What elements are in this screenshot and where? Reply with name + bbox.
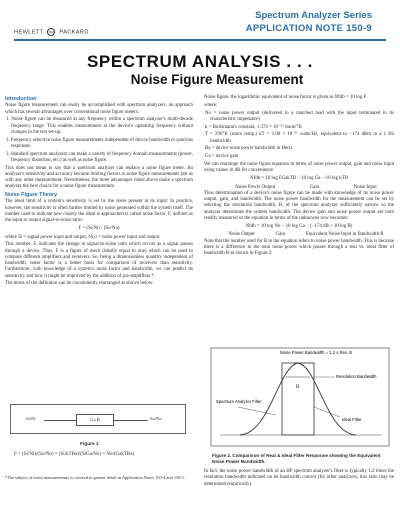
equation-noise-figure-unknowns: Nfdb = 10 log No − 10 log Ga − (−174 dB + 10 log B) [245, 224, 353, 229]
page-subtitle: Noise Figure Measurement [130, 72, 304, 87]
figure-1-device-box: Ga B [76, 414, 114, 426]
figure-2-ideal-leader [314, 407, 340, 417]
company-name-left: HEWLETT [14, 29, 44, 36]
term-label: Gain [275, 232, 286, 238]
determination-paragraph: Thus determination of a device's noise figure can be made with knowledge of its noise power output, gain, and bandwidth. The noise power bandwidth for the measurement can be set by selecting the resolution bandwidth, B, of the spectrum analyzer sufficiently narrow so the analyzer determines the system bandwidth. The device gain and noise power output are both readily measured so the equation in terms of the unknowns now becomes: [204, 190, 394, 221]
equation-noise-factor: F = (Si/Ni) / (So/No) [78, 226, 120, 232]
figure-2-filter-diagram [210, 347, 390, 447]
where-label: where: [204, 102, 218, 108]
section-heading-introduction: Introduction [5, 96, 37, 102]
figure-2-label-real: Spectrum Analyzer Filter [216, 399, 262, 404]
figure-1-output-line [114, 420, 148, 421]
right-column [204, 95, 394, 259]
figure-2-label-ideal: Ideal Filter [342, 417, 362, 422]
theory-paragraph: This number, F, indicates the change in signal-to-noise ratio which occurs as a signal passes through a device. Thus, F is a figure of merit (ideally equal to one) which can be used to compare different amplifiers and receivers. So, being a dimensionless quantity independent of bandwidth, noise factor is a better basis for comparison of receivers than sensitivity. Furthermore, with knowledge of a system's noise factor and bandwidth, we can predict its sensitivity and how it might be improved by the addition of pre-amplifiers.* [5, 242, 193, 279]
advantage-list-item: 2. Frequency selective noise figure measurements independent of device bandwidth or spurious responses. [6, 137, 193, 149]
term-label: Noise Output [228, 232, 255, 238]
advantage-list-item: 1. Noise figure can be measured at any frequency within a spectrum analyzer's multi-decade frequency range. This enables measurement at the device's operating frequency without changes in the test set-up. [6, 117, 193, 135]
equation-noise-factor-expanded: F = (Si/Ni)/(So/No) = (Si/kTBa)/(SiGa/No) = No/(GakTBa) [14, 452, 135, 457]
noise-figure-paragraph: Noise figure, the logarithmic equivalent of noise factor is given as Nfdb = 10 log F [204, 95, 367, 100]
equation-noise-figure-db: Nfdb = 10 log FGakTB − 10 log Ga − 10 log kTB [250, 176, 348, 182]
company-name-right: PACKARD [59, 29, 89, 36]
figure-2-label-b: B [296, 385, 300, 390]
header-divider [14, 39, 386, 41]
definition-item: T = 290°K (room temp.) kT = 3.98 × 10⁻²¹ watts/Hz, equivalent to −174 dBm in a 1 Hz bandwidth [205, 132, 394, 144]
footnote: *The subject of noise measurements is covered in greater detail in Application Notes 150-4 and 150-1. [5, 475, 186, 480]
figure-1-input-label: Si/Ni [26, 416, 36, 421]
application-note-number: APPLICATION NOTE 150-9 [245, 23, 372, 34]
term-label: Equivalent Noise Input in Bandwidth B [305, 232, 384, 238]
intro-paragraph: This does not mean to say that a spectrum analyzer can replace a noise figure meter. An analyzer's sensitivity and accuracy become limiting factors in noise figure measurements just as with any other measurement. Nevertheless, the three advantages listed above make a spectrum analyzer the best choice for a noise figure measurement. [5, 165, 193, 190]
definition-item: Ga = device gain [205, 154, 239, 159]
intro-paragraph: Noise figure measurement can easily be accomplished with spectrum analyzers, an approach which has several advantages over conventional noise figure meters: [5, 103, 193, 115]
definition-item: k = Boltzmann's constant, 1.374 × 10⁻²³ Joule/°K [205, 124, 302, 130]
noise-bandwidth-paragraph: In fact, the noise power bandwidth of an HP spectrum analyzer's filter is typically 1.2 times the resolution bandwidth indicated on its bandwidth control (for other analyzers, this ratio may be determined empirically). [204, 469, 394, 487]
figure-2-caption: Figure 2. Comparison of Real & Ideal Filter Response showing the Equivalent Noise Power Bandwidth. [212, 453, 381, 464]
figure-2-ideal-filter-rect [282, 363, 314, 435]
rearrange-paragraph: We can rearrange the noise figure equation in terms of noise power output, gain and noise input using values in dB for convenience: [204, 161, 394, 173]
figure-1-output-label: So/No [150, 416, 162, 421]
bandwidth-paragraph: Note that the number used for B in the equation refers to noise power bandwidth. This is because there is a difference in the total noise power which passes through a real vs. ideal filter of bandwidth B as shown in Figure 2: [204, 238, 394, 256]
theory-paragraph: where Si = signal power input and output, Ni,o = noise power input and output. [5, 234, 161, 240]
definition-item: No = noise power output (delivered to a matched load with the input terminated in its characteristic impedance) [205, 110, 394, 122]
figure-2-label-npbw: Noise Power Bandwidth = 1.2 x Res. B [280, 350, 353, 355]
figure-2-real-leader [238, 407, 276, 415]
figure-1-input-line [44, 420, 76, 421]
series-title: Spectrum Analyzer Series [255, 10, 372, 21]
hp-logo-icon: hp [48, 29, 55, 34]
definition-item: Ba = device noise power bandwidth in Hertz [205, 146, 293, 152]
advantage-list-item: 3. Standard spectrum analyzers can make a variety of frequency domain measurements (power, frequency distortion, etc.) as well as noise figure. [6, 151, 193, 163]
figure-2-label-resolution: Resolution Bandwidth [336, 374, 377, 379]
company-logo [14, 28, 89, 36]
page-title: SPECTRUM ANALYSIS . . . [86, 52, 314, 71]
theory-paragraph: The terms of the definition can be conveniently rearranged as shown below: [5, 281, 154, 287]
term-label: Noise Power Output [235, 184, 276, 190]
section-heading-theory: Noise Figure Theory [5, 192, 58, 198]
term-label: Noise Input [353, 184, 377, 190]
figure-1-caption: Figure 1 [80, 442, 99, 447]
theory-paragraph: The ideal limit of a system's sensitivity is set by the noise present at its input. In practice, however, the sensitivity is often further limited by noise generated within the system itself. The number used to indicate how closely the ideal is approached is called noise factor, F, defined as the input to output signal-to-noise ratio: [5, 199, 193, 223]
left-column [5, 95, 193, 289]
term-label: Gain [309, 184, 320, 190]
